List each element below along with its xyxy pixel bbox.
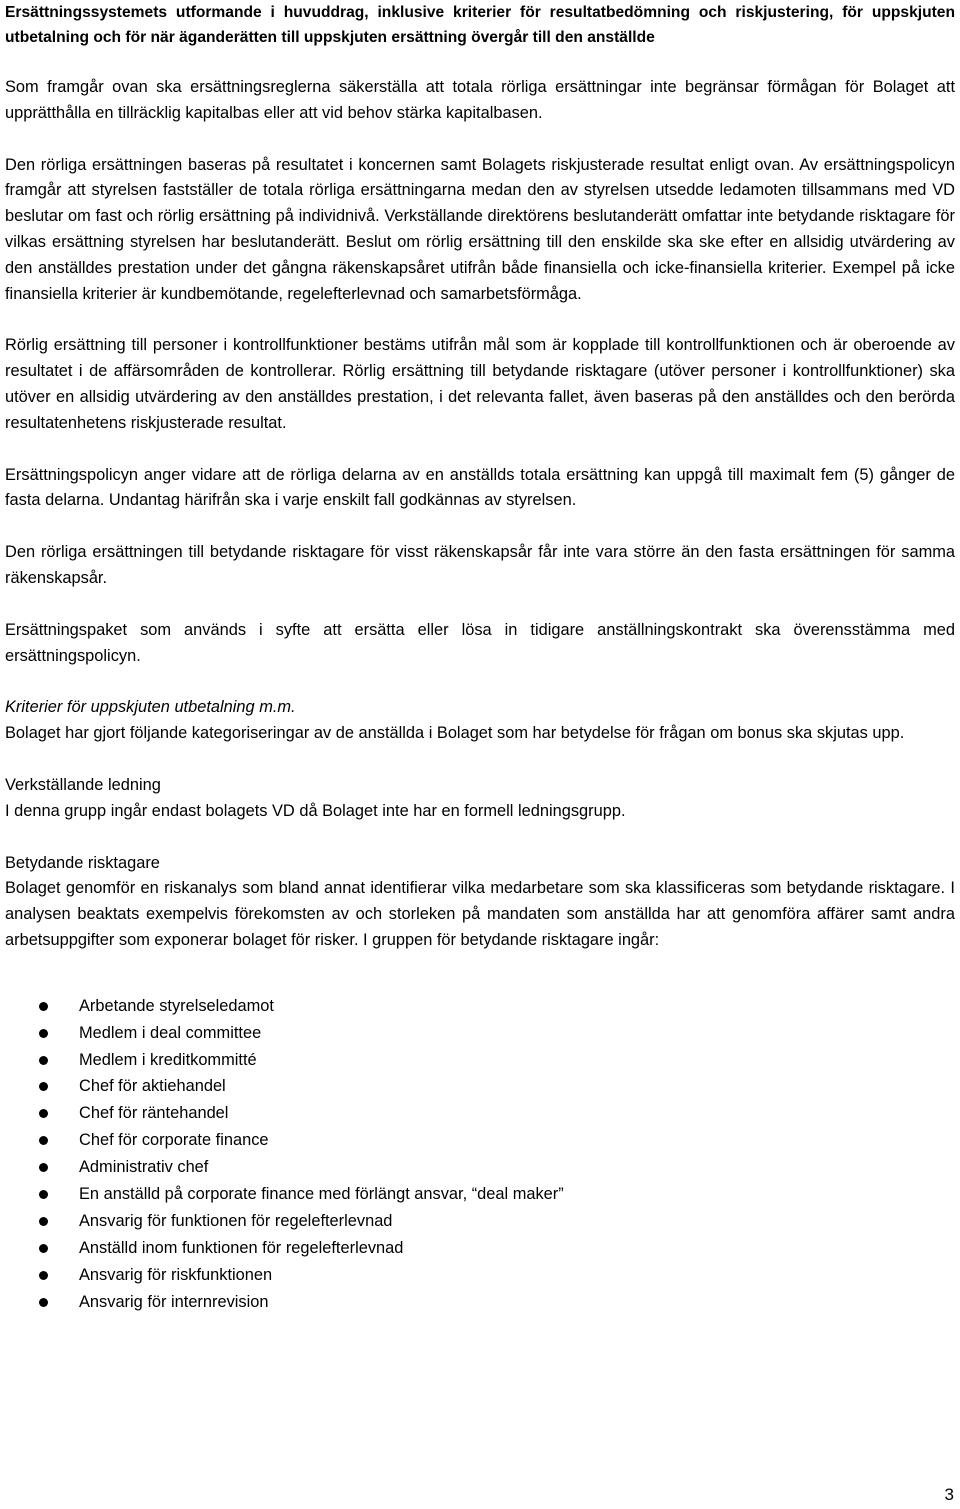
list-item: Arbetande styrelseledamot [5, 993, 955, 1020]
bullet-icon [39, 1082, 48, 1091]
risk-takers-title: Betydande risktagare [5, 853, 160, 872]
list-item: Medlem i kreditkommitté [5, 1047, 955, 1074]
bullet-icon [39, 1244, 48, 1253]
list-item: Ansvarig för internrevision [5, 1289, 955, 1316]
paragraph-capital-base: Som framgår ovan ska ersättningsreglerna säkerställa att totala rörliga ersättningar inte begränsar förmågan för Bolaget att upprätthålla en tillräcklig kapitalbas eller att vid behov stärka kapitalbasen. [5, 78, 955, 122]
criteria-text: Bolaget har gjort följande kategoriseringar av de anställda i Bolaget som har betydelse för frågan om bonus ska skjutas upp. [5, 724, 905, 743]
page-number: 3 [944, 1485, 954, 1504]
list-item: Administrativ chef [5, 1154, 955, 1181]
bullet-icon [39, 1109, 48, 1118]
list-item: Ansvarig för funktionen för regelefterlevnad [5, 1208, 955, 1235]
bullet-icon [39, 1298, 48, 1307]
management-text: I denna grupp ingår endast bolagets VD då Bolaget inte har en formell ledningsgrupp. [5, 801, 626, 820]
list-item: Chef för aktiehandel [5, 1073, 955, 1100]
paragraph-risk-takers-cap: Den rörliga ersättningen till betydande risktagare för visst räkenskapsår får inte vara större än den fasta ersättningen för samma räkenskapsår. [5, 543, 955, 587]
management-title: Verkställande ledning [5, 775, 161, 794]
criteria-title: Kriterier för uppskjuten utbetalning m.m. [5, 698, 296, 717]
paragraph-remuneration-packages: Ersättningspaket som används i syfte att ersätta eller lösa in tidigare anställningskontrakt ska överensstämma med ersättningspolicyn. [5, 620, 955, 665]
bullet-icon [39, 1056, 48, 1065]
bullet-icon [39, 1029, 48, 1038]
list-item: En anställd på corporate finance med förlängt ansvar, “deal maker” [5, 1181, 955, 1208]
list-item: Medlem i deal committee [5, 1020, 955, 1047]
list-item: Chef för corporate finance [5, 1127, 955, 1154]
bullet-icon [39, 1271, 48, 1280]
bullet-icon [39, 1217, 48, 1226]
list-item: Chef för räntehandel [5, 1100, 955, 1127]
paragraph-maximum-variable: Ersättningspolicyn anger vidare att de rörliga delarna av en anställds totala ersättning kan uppgå till maximalt fem (5) gånger de fasta delarna. Undantag härifrån ska i varje enskilt fall godkännas av styrelsen. [5, 465, 955, 510]
section-heading: Ersättningssystemets utformande i huvuddrag, inklusive kriterier för resultatbedömning och riskjustering, för uppskjuten utbetalning och för när äganderätten till uppskjuten ersättning övergår till den anställde [5, 4, 955, 46]
paragraph-variable-remuneration-basis: Den rörliga ersättningen baseras på resultatet i koncernen samt Bolagets riskjusterade resultat enligt ovan. Av ersättningspolicyn framgår att styrelsen fastställer de totala rörliga ersättningarna medan den av styrelsen utsedde ledamoten tillsammans med VD beslutar om fast och rörlig ersättning på individnivå. Verkställande direktörens beslutanderätt omfattar inte betydande risktagare för vilkas ersättning styrelsen har beslutanderätt. Beslut om rörlig ersättning till den enskilde ska ske efter en allsidig utvärdering av den anställdes prestation under det gångna räkenskapsåret utifrån både finansiella och icke-finansiella kriterier. Exempel på icke finansiella kriterier är kundbemötande, regelefterlevnad och samarbetsförmåga. [5, 155, 955, 303]
risk-takers-list [5, 993, 955, 1316]
list-item: Ansvarig för riskfunktionen [5, 1262, 955, 1289]
risk-takers-text: Bolaget genomför en riskanalys som bland annat identifierar vilka medarbetare som ska klassificeras som betydande risktagare. I analysen beaktats exempelvis förekomsten av och storleken på mandaten som anställda har att genomföra affärer samt andra arbetsuppgifter som exponerar bolaget för risker. I gruppen för betydande risktagare ingår: [5, 879, 955, 949]
bullet-icon [39, 1190, 48, 1199]
bullet-icon [39, 1002, 48, 1011]
bullet-icon [39, 1163, 48, 1172]
bullet-icon [39, 1136, 48, 1145]
document-page [5, 0, 955, 1315]
list-item: Anställd inom funktionen för regelefterlevnad [5, 1235, 955, 1262]
paragraph-control-functions: Rörlig ersättning till personer i kontrollfunktioner bestäms utifrån mål som är kopplade till kontrollfunktionen och är oberoende av resultatet i de affärsområden de kontrollerar. Rörlig ersättning till betydande risktagare (utöver personer i kontrollfunktioner) ska utöver en allsidig utvärdering av den anställdes prestation, i det relevanta fallet, även baseras på den anställdes och den berörda resultatenhetens riskjusterade resultat. [5, 336, 955, 432]
